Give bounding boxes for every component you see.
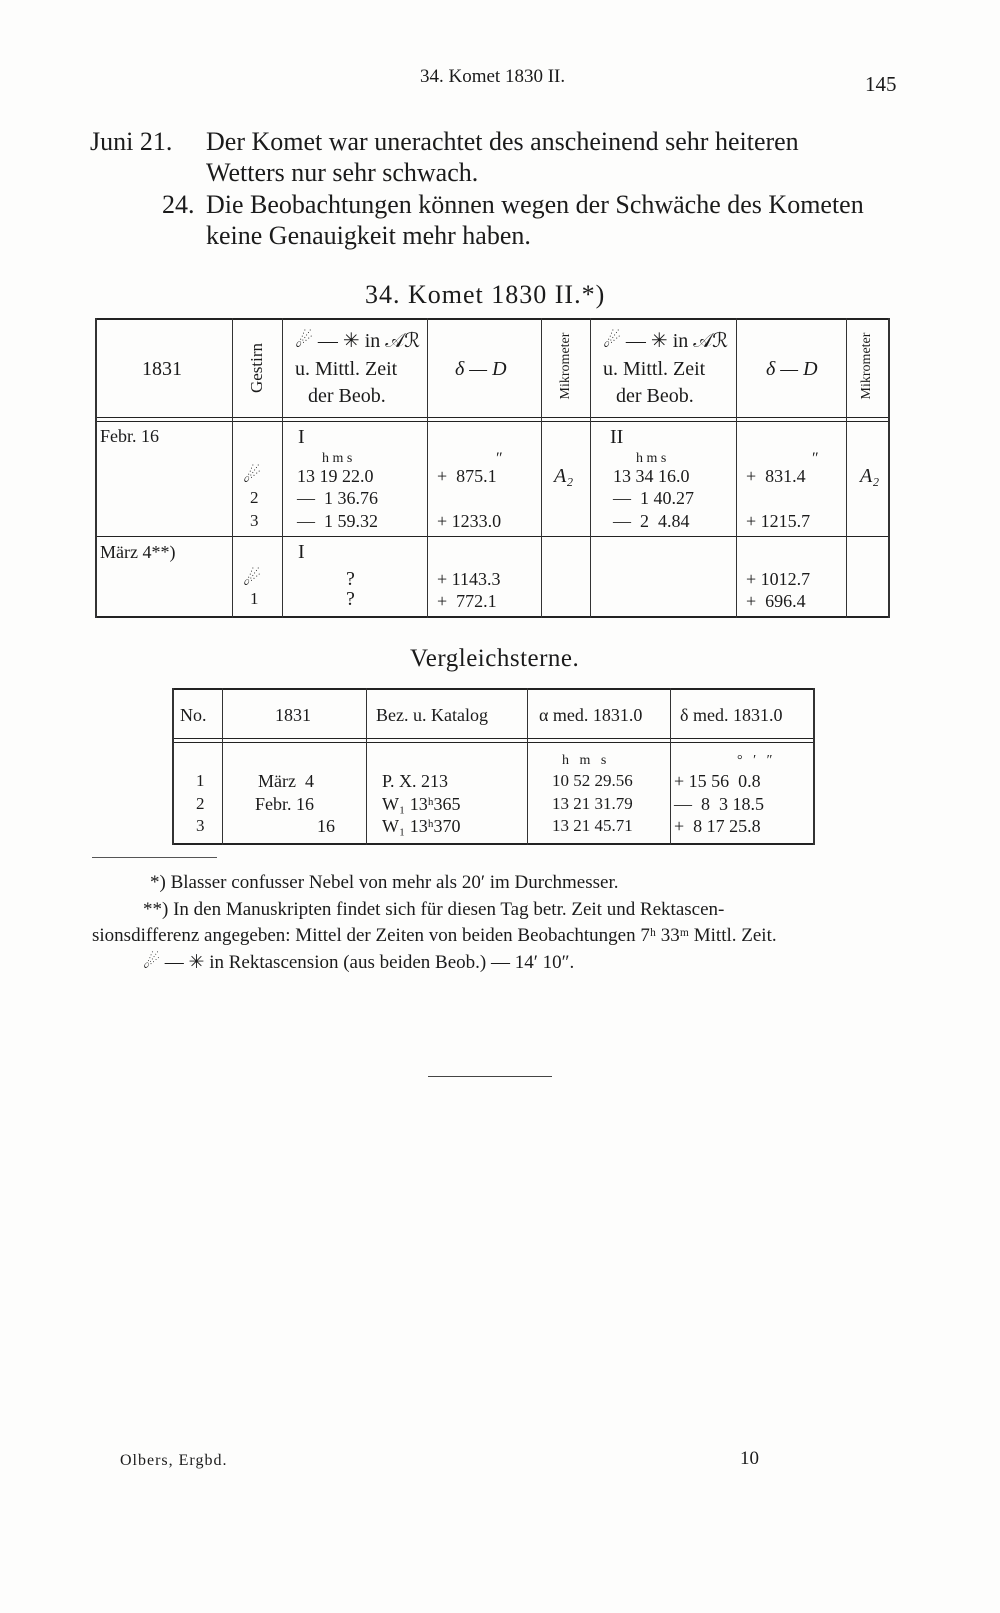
cell-catalog: W₁ 13ʰ370 xyxy=(382,816,461,836)
ra-value: ? xyxy=(346,568,355,590)
section-title: 34. Komet 1830 II.*) xyxy=(365,280,606,309)
star-number: 1 xyxy=(250,589,259,608)
units-label: h m s xyxy=(636,451,667,466)
delta-value: + 696.4 xyxy=(746,591,806,611)
ra-value: — 1 40.27 xyxy=(613,488,694,508)
cell-no: 2 xyxy=(196,794,205,813)
units-label: h m s xyxy=(322,451,353,466)
cell-dec: — 8 3 18.5 xyxy=(674,794,764,814)
ra-value: — 1 36.76 xyxy=(297,488,378,508)
cell-ra: 10 52 29.56 xyxy=(552,771,633,790)
header-delta2: δ — D xyxy=(766,358,818,380)
cell-date: 16 xyxy=(317,816,335,836)
signature-mark: Olbers, Ergbd. xyxy=(120,1452,228,1469)
cell-catalog: P. X. 213 xyxy=(382,771,449,791)
header-year: 1831 xyxy=(275,705,311,725)
header-ra: α med. 1831.0 xyxy=(539,705,643,725)
note-label: Juni 21. xyxy=(90,127,173,156)
header-gestirn: Gestirn xyxy=(247,342,266,394)
cell-dec: + 15 56 0.8 xyxy=(674,771,761,791)
running-title: 34. Komet 1830 II. xyxy=(420,66,566,87)
comet-icon: ☄ xyxy=(243,465,261,487)
delta-value: + 1233.0 xyxy=(437,511,502,531)
header-ra-line2: u. Mittl. Zeit xyxy=(295,358,398,380)
star-number: 2 xyxy=(250,488,259,507)
row-date: März 4**) xyxy=(100,542,176,562)
footnote-2-cont: ☄ — ✳ in Rektascension (aus beiden Beob.) — 14′ 10″. xyxy=(143,952,575,973)
mikrometer-value: A₂ xyxy=(860,465,880,487)
header-ra2-line3: der Beob. xyxy=(616,385,694,407)
cell-catalog: W₁ 13ʰ365 xyxy=(382,794,461,814)
units-label: ° ′ ″ xyxy=(737,753,773,768)
comet-icon: ☄ xyxy=(243,568,261,590)
cell-date: März 4 xyxy=(258,771,314,791)
header-delta: δ — D xyxy=(455,358,507,380)
footnote-2-cont: sionsdifferenz angegeben: Mittel der Zeiten von beiden Beobachtungen 7ʰ 33ᵐ Mittl. Zeit. xyxy=(92,925,777,946)
arcsec-label: ″ xyxy=(812,450,819,467)
note-text: Der Komet war unerachtet des anscheinend sehr heiteren xyxy=(206,127,799,156)
ra-value: — 1 59.32 xyxy=(297,511,378,531)
page-number: 145 xyxy=(865,72,897,96)
ra-value: ? xyxy=(346,588,355,610)
footnote-rule xyxy=(92,857,217,858)
note-text: Die Beobachtungen können wegen der Schwäche des Kometen xyxy=(206,190,864,219)
header-ra2-line2: u. Mittl. Zeit xyxy=(603,358,706,380)
cell-date: Febr. 16 xyxy=(255,794,315,814)
note-label: 24. xyxy=(162,190,195,219)
comparison-title: Vergleichsterne. xyxy=(410,645,580,672)
cell-no: 1 xyxy=(196,771,205,790)
ra-value: 13 19 22.0 xyxy=(297,466,374,486)
arcsec-label: ″ xyxy=(496,450,503,467)
header-mikrometer2: Mikrometer xyxy=(859,332,874,400)
footnote-1: *) Blasser confusser Nebel von mehr als 20′ im Durchmesser. xyxy=(150,872,619,893)
sheet-number: 10 xyxy=(740,1448,759,1469)
cell-ra: 13 21 31.79 xyxy=(552,794,633,813)
end-rule xyxy=(428,1076,552,1077)
header-mikrometer: Mikrometer xyxy=(558,332,573,400)
delta-value: + 772.1 xyxy=(437,591,497,611)
header-year: 1831 xyxy=(142,358,182,380)
delta-value: + 1215.7 xyxy=(746,511,811,531)
header-dec: δ med. 1831.0 xyxy=(680,705,783,725)
ra-value: — 2 4.84 xyxy=(613,511,690,531)
row-date: Febr. 16 xyxy=(100,426,160,446)
set-label: I xyxy=(298,426,305,448)
set-label: I xyxy=(298,541,305,563)
header-catalog: Bez. u. Katalog xyxy=(376,705,488,725)
delta-value: + 1012.7 xyxy=(746,569,811,589)
mikrometer-value: A₂ xyxy=(554,465,574,487)
note-text: keine Genauigkeit mehr haben. xyxy=(206,221,531,250)
units-label: h m s xyxy=(562,753,607,768)
delta-value: + 875.1 xyxy=(437,466,497,486)
ra-value: 13 34 16.0 xyxy=(613,466,690,486)
header-ra-line1: ☄ — ✳ in 𝒜ℛ xyxy=(295,330,421,352)
note-text: Wetters nur sehr schwach. xyxy=(206,158,479,187)
header-ra2-line1: ☄ — ✳ in 𝒜ℛ xyxy=(603,330,729,352)
set-label: II xyxy=(610,426,624,448)
delta-value: + 1143.3 xyxy=(437,569,501,589)
header-ra-line3: der Beob. xyxy=(308,385,386,407)
cell-ra: 13 21 45.71 xyxy=(552,816,633,835)
delta-value: + 831.4 xyxy=(746,466,806,486)
star-number: 3 xyxy=(250,511,259,530)
cell-no: 3 xyxy=(196,816,205,835)
footnote-2: **) In den Manuskripten findet sich für diesen Tag betr. Zeit und Rektascen- xyxy=(143,899,725,920)
header-no: No. xyxy=(180,705,207,725)
cell-dec: + 8 17 25.8 xyxy=(674,816,761,836)
